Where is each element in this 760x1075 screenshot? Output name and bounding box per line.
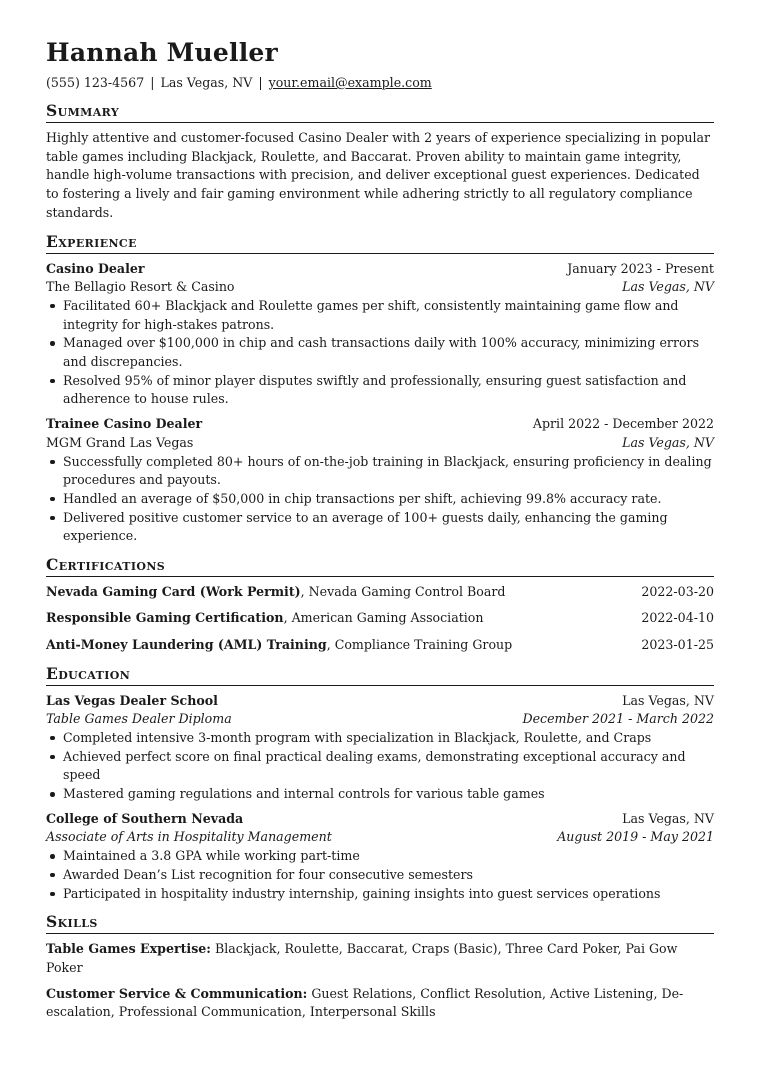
- skill-item: [46, 985, 714, 1022]
- certification-item: [46, 583, 714, 602]
- cert-date: 2022-03-20: [641, 584, 714, 600]
- contact-line: [46, 74, 714, 92]
- job-role: Trainee Casino Dealer: [46, 416, 203, 432]
- cert-name: Nevada Gaming Card (Work Permit): [46, 584, 301, 600]
- school-name: Las Vegas Dealer School: [46, 692, 218, 708]
- section-title-summary: Summary: [46, 102, 714, 123]
- degree: Associate of Arts in Hospitality Management: [46, 829, 332, 845]
- bullet-item: Maintained a 3.8 GPA while working part-time: [46, 847, 714, 866]
- bullet-item: Successfully completed 80+ hours of on-the-job training in Blackjack, ensuring proficiency in dealing procedures and payouts.: [46, 453, 714, 490]
- separator: |: [150, 75, 155, 90]
- skill-value: Guest Relations, Conflict Resolution, Active Listening, De-escalation, Professional Communication, Interpersonal Skills: [46, 985, 684, 1020]
- job-location: Las Vegas, NV: [622, 434, 714, 450]
- section-title-certifications: Certifications: [46, 556, 714, 577]
- skill-label: Table Games Expertise:: [46, 941, 211, 957]
- cert-date: 2023-01-25: [641, 636, 714, 652]
- school-name: College of Southern Nevada: [46, 810, 244, 826]
- section-title-skills: Skills: [46, 913, 714, 934]
- job-entry: [46, 260, 714, 410]
- skill-label: Customer Service & Communication:: [46, 985, 308, 1001]
- certification-item: [46, 636, 714, 655]
- job-bullets: [46, 297, 714, 409]
- bullet-item: Resolved 95% of minor player disputes swiftly and professionally, ensuring guest satisfaction and adherence to house rules.: [46, 372, 714, 409]
- phone: (555) 123-4567: [46, 75, 145, 90]
- job-dates: January 2023 - Present: [567, 260, 714, 276]
- cert-name: Anti-Money Laundering (AML) Training: [46, 636, 327, 652]
- job-bullets: [46, 453, 714, 547]
- education-entry: [46, 692, 714, 804]
- education-entry: [46, 810, 714, 904]
- section-title-experience: Experience: [46, 233, 714, 254]
- separator: |: [258, 75, 263, 90]
- education-bullets: [46, 729, 714, 804]
- cert-date: 2022-04-10: [641, 610, 714, 626]
- bullet-item: Achieved perfect score on final practical dealing exams, demonstrating exceptional accuracy and speed: [46, 748, 714, 785]
- school-location: Las Vegas, NV: [622, 692, 714, 708]
- job-dates: April 2022 - December 2022: [532, 416, 714, 432]
- bullet-item: Facilitated 60+ Blackjack and Roulette games per shift, consistently maintaining game flow and integrity for high-stakes patrons.: [46, 297, 714, 334]
- cert-name: Responsible Gaming Certification: [46, 610, 284, 626]
- certification-list: [46, 583, 714, 654]
- bullet-item: Handled an average of $50,000 in chip transactions per shift, achieving 99.8% accuracy rate.: [46, 490, 714, 509]
- cert-issuer: , American Gaming Association: [283, 610, 484, 626]
- job-entry: [46, 415, 714, 546]
- school-location: Las Vegas, NV: [622, 810, 714, 826]
- location: Las Vegas, NV: [160, 75, 253, 90]
- cert-issuer: , Compliance Training Group: [326, 636, 513, 652]
- certification-item: [46, 609, 714, 628]
- bullet-item: Participated in hospitality industry internship, gaining insights into guest services operations: [46, 885, 714, 904]
- education-dates: August 2019 - May 2021: [557, 829, 714, 845]
- candidate-name: Hannah Mueller: [46, 38, 278, 67]
- cert-issuer: , Nevada Gaming Control Board: [300, 584, 506, 600]
- job-company: The Bellagio Resort & Casino: [46, 279, 235, 295]
- bullet-item: Completed intensive 3-month program with specialization in Blackjack, Roulette, and Craps: [46, 729, 714, 748]
- skill-item: [46, 940, 714, 977]
- job-role: Casino Dealer: [46, 260, 145, 276]
- job-company: MGM Grand Las Vegas: [46, 434, 194, 450]
- degree: Table Games Dealer Diploma: [46, 711, 232, 727]
- bullet-item: Managed over $100,000 in chip and cash transactions daily with 100% accuracy, minimizing errors and discrepancies.: [46, 334, 714, 371]
- bullet-item: Awarded Dean’s List recognition for four consecutive semesters: [46, 866, 714, 885]
- section-title-education: Education: [46, 665, 714, 686]
- summary-text: Highly attentive and customer-focused Casino Dealer with 2 years of experience specializing in popular table games including Blackjack, Roulette, and Baccarat. Proven ability to maintain game integrity, handle high-volume transactions with precision, and deliver exceptional guest experiences. Dedicated to fostering a lively and fair gaming environment while adhering strictly to all regulatory compliance standards.: [46, 130, 711, 220]
- education-bullets: [46, 847, 714, 903]
- bullet-item: Delivered positive customer service to an average of 100+ guests daily, enhancing the gaming experience.: [46, 509, 714, 546]
- bullet-item: Mastered gaming regulations and internal controls for various table games: [46, 785, 714, 804]
- job-location: Las Vegas, NV: [622, 279, 714, 295]
- email-link[interactable]: your.email@example.com: [268, 75, 432, 90]
- skill-value: Blackjack, Roulette, Baccarat, Craps (Basic), Three Card Poker, Pai Gow Poker: [46, 941, 678, 975]
- education-dates: December 2021 - March 2022: [522, 711, 714, 727]
